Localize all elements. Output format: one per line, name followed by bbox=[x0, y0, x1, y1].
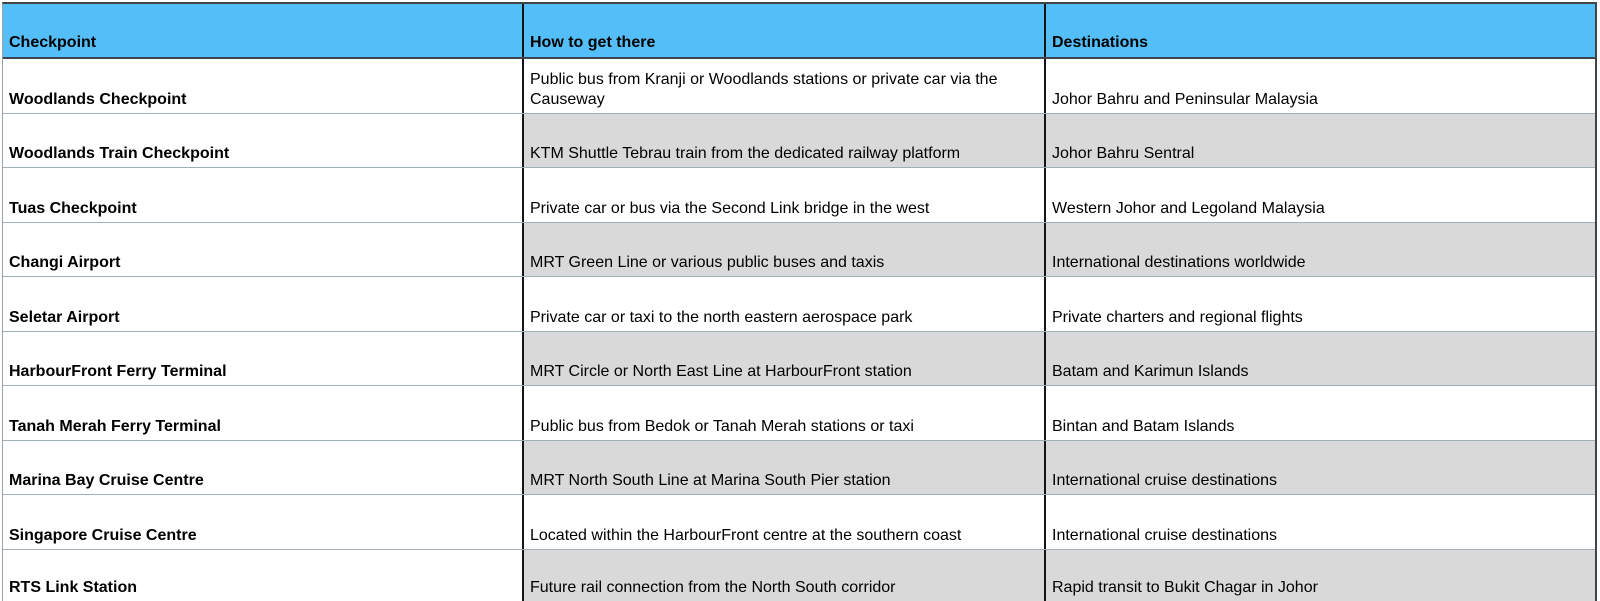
cell-how-to-get-there[interactable]: MRT Green Line or various public buses and taxis bbox=[522, 223, 1044, 277]
cell-checkpoint[interactable]: Marina Bay Cruise Centre bbox=[9, 472, 204, 489]
cell-destinations[interactable]: Western Johor and Legoland Malaysia bbox=[1044, 168, 1595, 222]
cell-destinations[interactable]: Bintan and Batam Islands bbox=[1044, 386, 1595, 440]
cell-checkpoint[interactable]: Seletar Airport bbox=[9, 308, 120, 326]
cell-how-to-get-there[interactable]: MRT North South Line at Marina South Pier station bbox=[522, 441, 1044, 495]
column-header-destinations[interactable]: Destinations bbox=[1044, 4, 1595, 57]
cell-checkpoint[interactable]: Tuas Checkpoint bbox=[9, 199, 137, 217]
cell-destinations[interactable]: Rapid transit to Bukit Chagar in Johor bbox=[1044, 550, 1595, 601]
cell-checkpoint[interactable]: Woodlands Checkpoint bbox=[9, 90, 187, 108]
cell-checkpoint[interactable]: Singapore Cruise Centre bbox=[9, 526, 197, 544]
cell-checkpoint[interactable]: Tanah Merah Ferry Terminal bbox=[9, 417, 221, 435]
table-row bbox=[3, 332, 1595, 387]
cell-checkpoint[interactable]: Woodlands Train Checkpoint bbox=[9, 145, 230, 162]
cell-checkpoint[interactable]: Changi Airport bbox=[9, 254, 121, 271]
cell-how-to-get-there[interactable]: Public bus from Kranji or Woodlands stations or private car via the Causeway bbox=[522, 59, 1044, 113]
column-header-how-to-get-there[interactable]: How to get there bbox=[522, 4, 1044, 57]
column-header-checkpoint[interactable]: Checkpoint bbox=[9, 34, 97, 51]
cell-how-to-get-there[interactable]: Located within the HarbourFront centre at the southern coast bbox=[522, 495, 1044, 549]
table-row bbox=[3, 441, 1595, 496]
cell-destinations[interactable]: Private charters and regional flights bbox=[1044, 277, 1595, 331]
table-row bbox=[3, 277, 1595, 332]
cell-checkpoint[interactable]: HarbourFront Ferry Terminal bbox=[9, 363, 227, 380]
cell-how-to-get-there[interactable]: MRT Circle or North East Line at HarbourFront station bbox=[522, 332, 1044, 386]
table-body bbox=[3, 59, 1595, 601]
table-row bbox=[3, 114, 1595, 169]
table-row bbox=[3, 386, 1595, 441]
header-row bbox=[3, 4, 1595, 59]
cell-destinations[interactable]: Johor Bahru and Peninsular Malaysia bbox=[1044, 59, 1595, 113]
table-row bbox=[3, 223, 1595, 278]
table-row bbox=[3, 495, 1595, 550]
cell-destinations[interactable]: International cruise destinations bbox=[1044, 495, 1595, 549]
cell-destinations[interactable]: International destinations worldwide bbox=[1044, 223, 1595, 277]
table-row bbox=[3, 168, 1595, 223]
cell-checkpoint[interactable]: RTS Link Station bbox=[9, 579, 137, 596]
checkpoints-table bbox=[2, 2, 1597, 601]
cell-how-to-get-there[interactable]: Private car or bus via the Second Link bridge in the west bbox=[522, 168, 1044, 222]
cell-destinations[interactable]: Batam and Karimun Islands bbox=[1044, 332, 1595, 386]
cell-how-to-get-there[interactable]: Private car or taxi to the north eastern aerospace park bbox=[522, 277, 1044, 331]
cell-how-to-get-there[interactable]: Future rail connection from the North South corridor bbox=[522, 550, 1044, 601]
table-row bbox=[3, 59, 1595, 114]
table-row bbox=[3, 550, 1595, 601]
cell-how-to-get-there[interactable]: KTM Shuttle Tebrau train from the dedicated railway platform bbox=[522, 114, 1044, 168]
cell-destinations[interactable]: International cruise destinations bbox=[1044, 441, 1595, 495]
cell-how-to-get-there[interactable]: Public bus from Bedok or Tanah Merah stations or taxi bbox=[522, 386, 1044, 440]
cell-destinations[interactable]: Johor Bahru Sentral bbox=[1044, 114, 1595, 168]
